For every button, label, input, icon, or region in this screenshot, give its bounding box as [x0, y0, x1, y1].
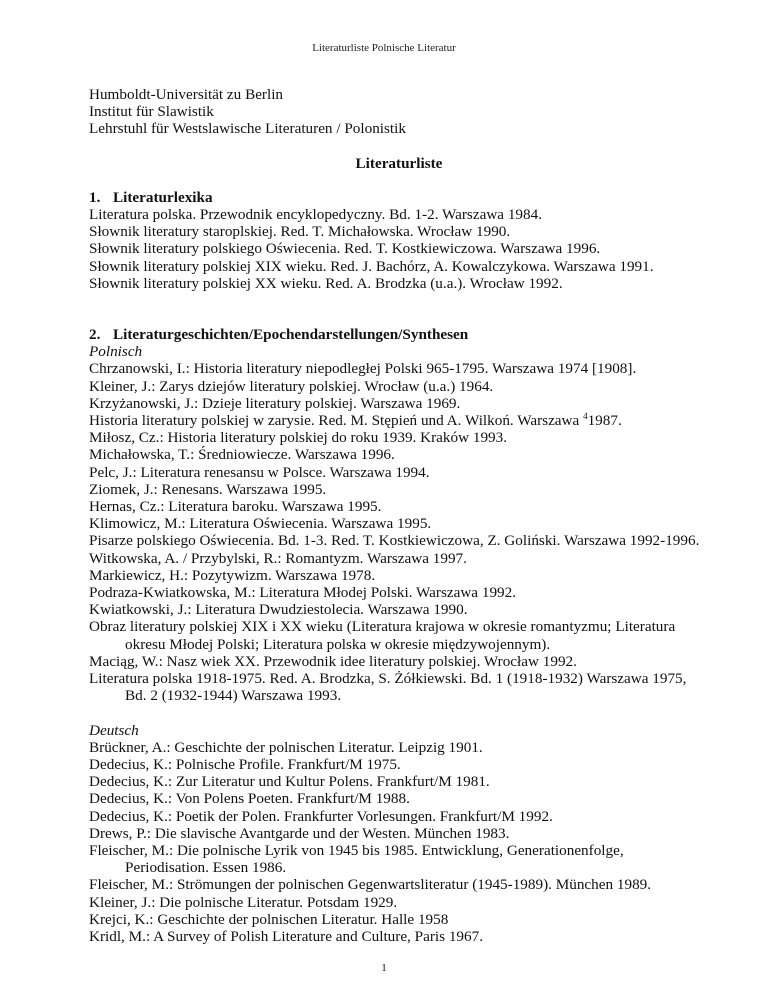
list-item: Dedecius, K.: Poetik der Polen. Frankfurter Vorlesungen. Frankfurt/M 1992. [89, 807, 553, 825]
list-item: Dedecius, K.: Von Polens Poeten. Frankfurt/M 1988. [89, 790, 410, 808]
list-item: Chrzanowski, I.: Historia literatury niepodległej Polski 965-1795. Warszawa 1974 [1908]. [89, 360, 637, 378]
list-item: Maciąg, W.: Nasz wiek XX. Przewodnik idee literatury polskiej. Wrocław 1992. [89, 652, 577, 670]
list-item: Michałowska, T.: Średniowiecze. Warszawa 1996. [89, 446, 395, 464]
institution-line: Lehrstuhl für Westslawische Literaturen / Polonistik [89, 120, 406, 138]
polnisch-list-continued [89, 429, 709, 704]
list-item: Miłosz, Cz.: Historia literatury polskiej do roku 1939. Kraków 1993. [89, 429, 508, 447]
list-item: Ziomek, J.: Renesans. Warszawa 1995. [89, 480, 327, 498]
section-1-list [89, 206, 709, 292]
list-item: Kwiatkowski, J.: Literatura Dwudziestolecia. Warszawa 1990. [89, 601, 468, 619]
list-item: Pelc, J.: Literatura renesansu w Polsce. Warszawa 1994. [89, 463, 430, 481]
institution-line: Humboldt-Universität zu Berlin [89, 86, 284, 103]
section-heading-1: 1. Literaturlexika [89, 188, 213, 206]
section-heading-2: 2. Literaturgeschichten/Epochendarstellungen/Synthesen [89, 326, 469, 344]
institution-block [89, 86, 709, 138]
deutsch-list [89, 739, 709, 945]
list-item: Markiewicz, H.: Pozytywizm. Warszawa 1978. [89, 566, 376, 584]
list-item: Krzyżanowski, J.: Dzieje literatury polskiej. Warszawa 1969. [89, 394, 461, 412]
page-title: Literaturliste [355, 154, 443, 172]
list-item: Fleischer, M.: Die polnische Lyrik von 1945 bis 1985. Entwicklung, Generationenfolge, Periodisation. Essen 1986. [89, 841, 624, 877]
list-item: Witkowska, A. / Przybylski, R.: Romantyzm. Warszawa 1997. [89, 549, 467, 567]
list-item: Literatura polska. Przewodnik encyklopedyczny. Bd. 1-2. Warszawa 1984. [89, 206, 542, 224]
list-item: Drews, P.: Die slavische Avantgarde und der Westen. München 1983. [89, 824, 510, 842]
subheading-polnisch: Polnisch [89, 343, 143, 361]
list-item: Słownik literatury polskiego Oświecenia. Red. T. Kostkiewiczowa. Warszawa 1996. [89, 240, 601, 258]
institution-line: Institut für Slawistik [89, 103, 214, 121]
list-item: Literatura polska 1918-1975. Red. A. Brodzka, S. Żółkiewski. Bd. 1 (1918-1932) Warszawa 1975, Bd. 2 (1932-1944) Warszawa 1993. [89, 670, 687, 705]
list-item: Pisarze polskiego Oświecenia. Bd. 1-3. Red. T. Kostkiewiczowa, Z. Goliński. Warszawa 1992-1996. [89, 532, 700, 550]
document-body [89, 86, 709, 945]
page-number: 1 [381, 962, 387, 974]
list-item: Historia literatury polskiej w zarysie. Red. M. Stępień und A. Wilkoń. Warszawa $^4$1987. [89, 410, 622, 430]
list-item: Kleiner, J.: Zarys dziejów literatury polskiej. Wrocław (u.a.) 1964. [89, 377, 494, 395]
list-item: Słownik literatury polskiej XX wieku. Red. A. Brodzka (u.a.). Wrocław 1992. [89, 274, 563, 292]
list-item: Brückner, A.: Geschichte der polnischen Literatur. Leipzig 1901. [89, 738, 483, 756]
list-item: Obraz literatury polskiej XIX i XX wieku (Literatura krajowa w okresie romantyzmu; Literatura okresu Młodej Polski; Literatura polska w okresie międzywojennym). [89, 618, 676, 653]
list-item: Fleischer, M.: Strömungen der polnischen Gegenwartsliteratur (1945-1989). München 1989. [89, 876, 652, 894]
polnisch-list [89, 360, 709, 412]
subheading-deutsch: Deutsch [89, 721, 139, 739]
list-item: Dedecius, K.: Polnische Profile. Frankfurt/M 1975. [89, 755, 401, 773]
list-item: Kleiner, J.: Die polnische Literatur. Potsdam 1929. [89, 893, 398, 911]
list-item: Kridl, M.: A Survey of Polish Literature and Culture, Paris 1967. [89, 927, 483, 945]
list-item: Słownik literatury polskiej XIX wieku. Red. J. Bachórz, A. Kowalczykowa. Warszawa 1991. [89, 257, 654, 275]
list-item: Hernas, Cz.: Literatura baroku. Warszawa 1995. [89, 498, 382, 516]
list-item: Słownik literatury staroplskiej. Red. T. Michałowska. Wrocław 1990. [89, 223, 511, 241]
list-item: Klimowicz, M.: Literatura Oświecenia. Warszawa 1995. [89, 515, 432, 533]
list-item: Podraza-Kwiatkowska, M.: Literatura Młodej Polski. Warszawa 1992. [89, 584, 517, 602]
list-item: Dedecius, K.: Zur Literatur und Kultur Polens. Frankfurt/M 1981. [89, 773, 490, 791]
list-item: Krejci, K.: Geschichte der polnischen Literatur. Halle 1958 [89, 910, 449, 928]
running-header: Literaturliste Polnische Literatur [312, 42, 456, 54]
